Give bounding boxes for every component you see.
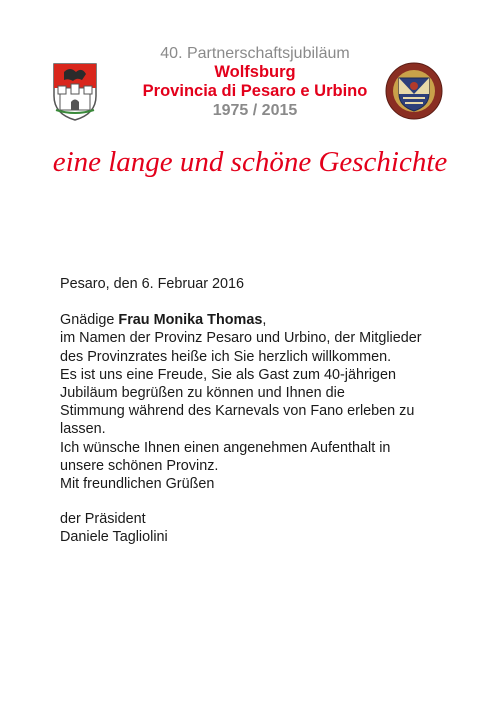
province-name: Provincia di Pesaro e Urbino <box>142 82 368 100</box>
body-line: Stimmung während des Karnevals von Fano erleben zu <box>60 403 415 420</box>
body-line: unsere schönen Provinz. <box>60 457 219 474</box>
signature-name: Daniele Tagliolini <box>60 529 168 546</box>
salutation-suffix: , <box>262 312 267 329</box>
salutation <box>60 311 460 329</box>
closing-line: Mit freundlichen Grüßen <box>60 476 215 493</box>
city-name: Wolfsburg <box>214 63 296 81</box>
body-line: Es ist uns eine Freude, Sie als Gast zum 40-jährigen <box>60 366 396 383</box>
body-line: lassen. <box>60 421 106 438</box>
signature-title: der Präsident <box>60 511 146 528</box>
body-line: im Namen der Provinz Pesaro und Urbino, der Mitglieder <box>60 330 422 347</box>
jubilee-title: 40. Partnerschaftsjubiläum <box>160 45 350 62</box>
wolfsburg-crest-icon <box>52 62 98 122</box>
header <box>100 44 410 120</box>
body-line: Jubiläum begrüßen zu können und Ihnen die <box>60 385 345 402</box>
tagline: eine lange und schöne Geschichte <box>52 146 448 178</box>
pesaro-urbino-crest-icon <box>385 62 443 120</box>
salutation-prefix: Gnädige <box>60 312 119 329</box>
body-line: Ich wünsche Ihnen einen angenehmen Aufenthalt in <box>60 439 391 456</box>
letter-body <box>60 275 460 547</box>
body-line: des Provinzrates heiße ich Sie herzlich willkommen. <box>60 348 392 365</box>
date-line: Pesaro, den 6. Februar 2016 <box>60 276 245 292</box>
recipient-name: Frau Monika Thomas <box>118 312 263 329</box>
years: 1975 / 2015 <box>212 102 298 119</box>
